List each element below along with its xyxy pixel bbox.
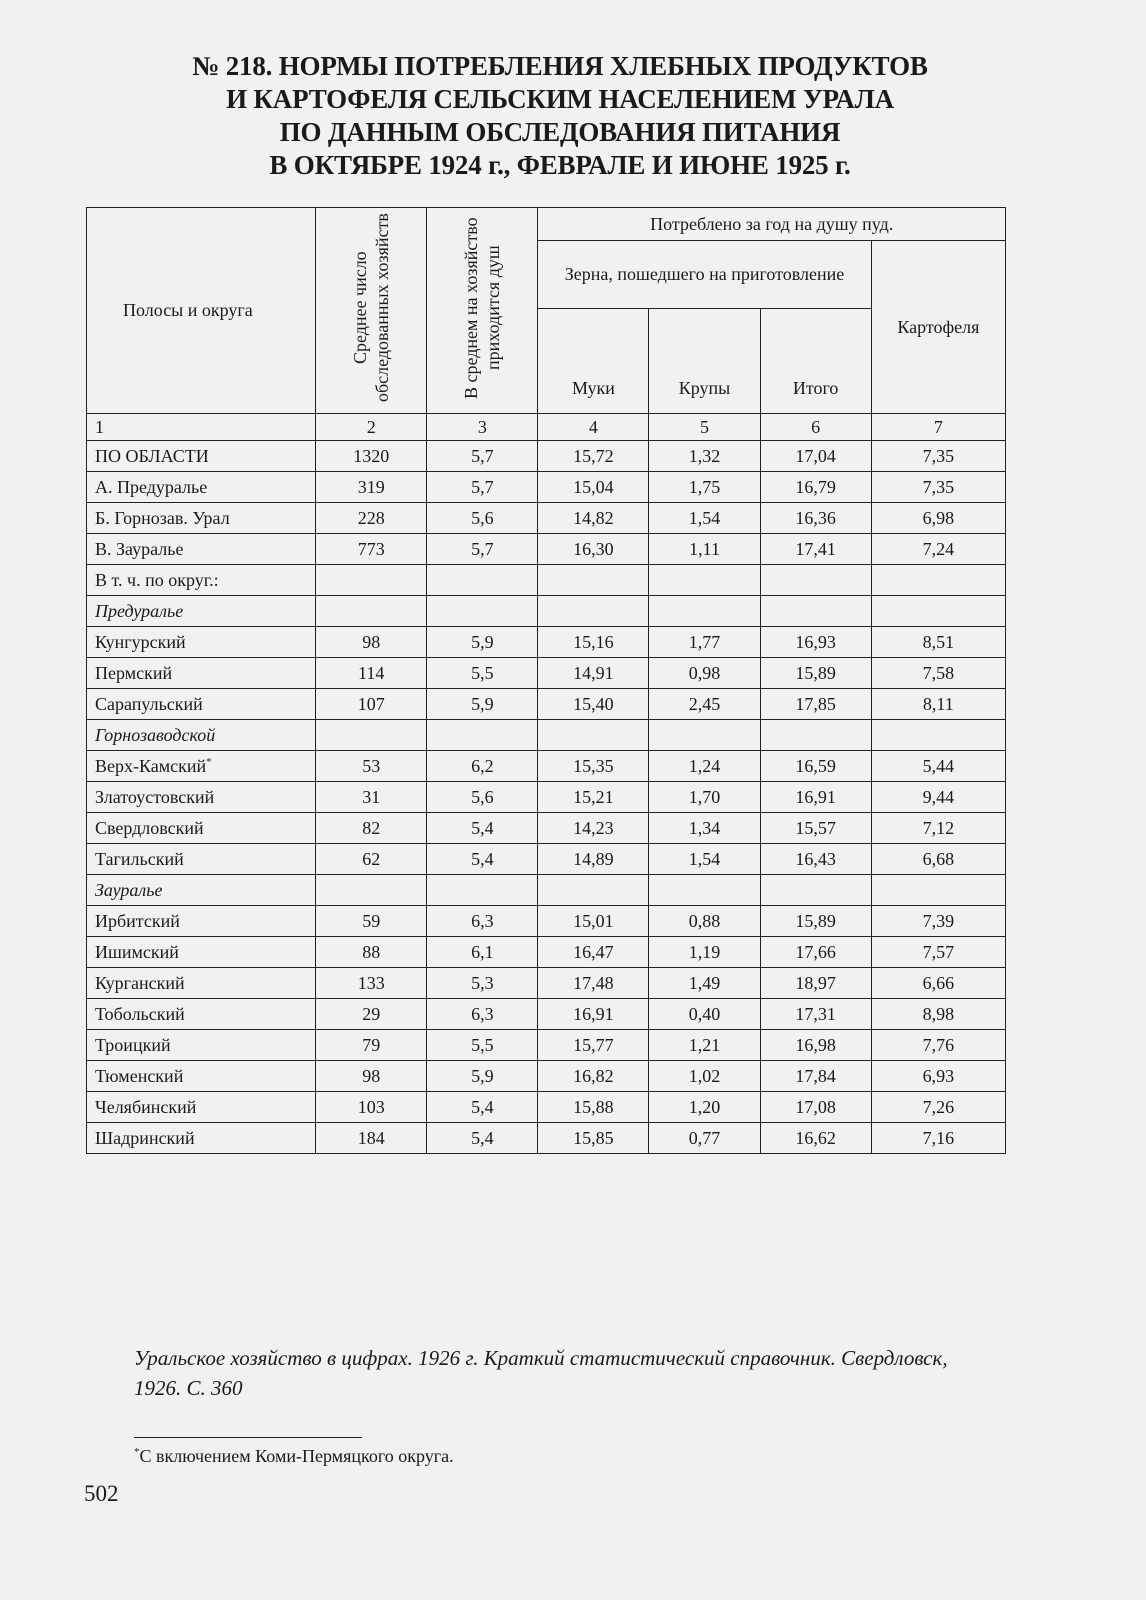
cell-c6: 17,85 [760, 689, 871, 720]
cell-c2 [316, 596, 427, 627]
column-number: 3 [427, 414, 538, 441]
header-consumed: Потреблено за год на душу пуд. [538, 208, 1006, 241]
cell-c2: 79 [316, 1030, 427, 1061]
row-name [87, 441, 316, 472]
row-name [87, 844, 316, 875]
header-total: Итого [760, 309, 871, 414]
cell-c2: 31 [316, 782, 427, 813]
header-grain: Зерна, пошедшего на приготовление [538, 241, 871, 309]
row-name-text: Тюменский [95, 1065, 184, 1086]
row-name [87, 813, 316, 844]
cell-c4: 17,48 [538, 968, 649, 999]
row-name-text: В т. ч. по округ.: [95, 569, 219, 590]
cell-c5: 1,49 [649, 968, 760, 999]
cell-c5: 1,20 [649, 1092, 760, 1123]
row-name-text: Свердловский [95, 817, 204, 838]
cell-c3 [427, 875, 538, 906]
row-name-text: Тобольский [95, 1003, 185, 1024]
cell-c2 [316, 875, 427, 906]
cell-c2 [316, 565, 427, 596]
table-row [87, 937, 1006, 968]
row-name-text: Пермский [95, 662, 173, 683]
row-name-text: В. Зауралье [95, 538, 184, 559]
table-row [87, 658, 1006, 689]
cell-c6: 16,59 [760, 751, 871, 782]
title-line-4: В ОКТЯБРЕ 1924 г., ФЕВРАЛЕ И ИЮНЕ 1925 г. [269, 150, 851, 180]
cell-c2: 53 [316, 751, 427, 782]
cell-c2: 184 [316, 1123, 427, 1154]
row-name [87, 968, 316, 999]
row-name-text: Ишимский [95, 941, 179, 962]
table-row [87, 689, 1006, 720]
header-souls [427, 208, 538, 414]
title-line-2: И КАРТОФЕЛЯ СЕЛЬСКИМ НАСЕЛЕНИЕМ УРАЛА [226, 84, 894, 114]
cell-c3: 6,2 [427, 751, 538, 782]
cell-c4: 14,89 [538, 844, 649, 875]
cell-c5: 1,32 [649, 441, 760, 472]
row-name-text: Зауралье [95, 879, 163, 900]
row-name [87, 751, 316, 782]
cell-c7: 7,12 [871, 813, 1005, 844]
cell-c7: 7,57 [871, 937, 1005, 968]
cell-c5: 1,77 [649, 627, 760, 658]
cell-c2: 107 [316, 689, 427, 720]
cell-c6 [760, 720, 871, 751]
table-row [87, 999, 1006, 1030]
cell-c6: 17,08 [760, 1092, 871, 1123]
column-number: 5 [649, 414, 760, 441]
cell-c2: 114 [316, 658, 427, 689]
cell-c3: 5,5 [427, 1030, 538, 1061]
cell-c6: 17,31 [760, 999, 871, 1030]
cell-c7: 8,51 [871, 627, 1005, 658]
row-name-text: Ирбитский [95, 910, 180, 931]
cell-c7: 7,26 [871, 1092, 1005, 1123]
cell-c3: 5,7 [427, 534, 538, 565]
cell-c3 [427, 565, 538, 596]
row-name [87, 1123, 316, 1154]
cell-c7 [871, 596, 1005, 627]
row-name [87, 534, 316, 565]
cell-c5: 1,02 [649, 1061, 760, 1092]
footnote-divider [134, 1437, 362, 1438]
cell-c3: 6,1 [427, 937, 538, 968]
cell-c5: 2,45 [649, 689, 760, 720]
row-name [87, 1061, 316, 1092]
cell-c7: 7,35 [871, 441, 1005, 472]
row-name-text: Б. Горнозав. Урал [95, 507, 230, 528]
cell-c3 [427, 720, 538, 751]
row-name-text: Сарапульский [95, 693, 203, 714]
cell-c6: 17,84 [760, 1061, 871, 1092]
row-name [87, 1030, 316, 1061]
table-row [87, 844, 1006, 875]
row-name-text: Троицкий [95, 1034, 171, 1055]
cell-c3: 5,4 [427, 844, 538, 875]
cell-c2: 98 [316, 1061, 427, 1092]
cell-c5: 1,19 [649, 937, 760, 968]
column-number: 7 [871, 414, 1005, 441]
cell-c3: 5,4 [427, 1123, 538, 1154]
cell-c3 [427, 596, 538, 627]
row-name [87, 627, 316, 658]
row-name-text: Верх-Камский [95, 755, 207, 776]
cell-c6 [760, 596, 871, 627]
table-row [87, 813, 1006, 844]
row-name-text: Тагильский [95, 848, 184, 869]
header-flour: Муки [538, 309, 649, 414]
cell-c6 [760, 565, 871, 596]
row-name-text: Кунгурский [95, 631, 186, 652]
consumption-table [86, 207, 1006, 1154]
cell-c2: 88 [316, 937, 427, 968]
cell-c4: 14,82 [538, 503, 649, 534]
row-name [87, 503, 316, 534]
cell-c4: 15,72 [538, 441, 649, 472]
cell-c7: 7,24 [871, 534, 1005, 565]
cell-c4: 16,47 [538, 937, 649, 968]
cell-c4 [538, 596, 649, 627]
header-region: Полосы и округа [87, 208, 316, 414]
row-name-text: Шадринский [95, 1127, 195, 1148]
footnote-text: С включением Коми-Пермяцкого округа. [139, 1446, 454, 1466]
cell-c4 [538, 565, 649, 596]
table-row [87, 503, 1006, 534]
cell-c7: 7,58 [871, 658, 1005, 689]
cell-c7: 6,93 [871, 1061, 1005, 1092]
cell-c6: 16,98 [760, 1030, 871, 1061]
cell-c3: 5,6 [427, 782, 538, 813]
cell-c5: 1,75 [649, 472, 760, 503]
row-name-text: Предуралье [95, 600, 184, 621]
cell-c3: 5,3 [427, 968, 538, 999]
cell-c2: 103 [316, 1092, 427, 1123]
row-name [87, 999, 316, 1030]
cell-c5: 1,11 [649, 534, 760, 565]
cell-c7 [871, 875, 1005, 906]
cell-c4: 15,01 [538, 906, 649, 937]
row-name [87, 565, 316, 596]
cell-c7: 7,76 [871, 1030, 1005, 1061]
row-name [87, 720, 316, 751]
cell-c7: 7,39 [871, 906, 1005, 937]
cell-c2: 29 [316, 999, 427, 1030]
row-name [87, 658, 316, 689]
page-number: 502 [84, 1481, 119, 1506]
cell-c7: 9,44 [871, 782, 1005, 813]
table-row [87, 1092, 1006, 1123]
cell-c4 [538, 720, 649, 751]
table-row [87, 441, 1006, 472]
cell-c5 [649, 565, 760, 596]
column-number: 2 [316, 414, 427, 441]
cell-c6: 16,62 [760, 1123, 871, 1154]
cell-c3: 5,5 [427, 658, 538, 689]
row-name [87, 906, 316, 937]
cell-c4: 16,30 [538, 534, 649, 565]
cell-c7: 7,35 [871, 472, 1005, 503]
cell-c5: 0,40 [649, 999, 760, 1030]
cell-c7 [871, 720, 1005, 751]
cell-c4: 14,91 [538, 658, 649, 689]
cell-c6: 17,66 [760, 937, 871, 968]
row-name [87, 472, 316, 503]
table-row [87, 596, 1006, 627]
cell-c3: 6,3 [427, 999, 538, 1030]
column-numbers-row [87, 414, 1006, 441]
footnote-marker: * [134, 1446, 140, 1458]
cell-c5: 0,88 [649, 906, 760, 937]
title-line-1: № 218. НОРМЫ ПОТРЕБЛЕНИЯ ХЛЕБНЫХ ПРОДУКТОВ [192, 51, 928, 81]
cell-c6: 15,89 [760, 658, 871, 689]
source-citation: Уральское хозяйство в цифрах. 1926 г. Краткий статистический справочник. Свердловск, 1926. С. 360 [134, 1346, 948, 1400]
cell-c6: 18,97 [760, 968, 871, 999]
cell-c4: 15,04 [538, 472, 649, 503]
cell-c3: 5,9 [427, 689, 538, 720]
header-groats: Крупы [649, 309, 760, 414]
table-row [87, 968, 1006, 999]
cell-c4: 16,91 [538, 999, 649, 1030]
cell-c7: 6,66 [871, 968, 1005, 999]
cell-c4: 15,77 [538, 1030, 649, 1061]
row-name [87, 1092, 316, 1123]
cell-c6: 17,41 [760, 534, 871, 565]
cell-c4: 16,82 [538, 1061, 649, 1092]
header-households [316, 208, 427, 414]
row-name [87, 689, 316, 720]
cell-c7: 8,98 [871, 999, 1005, 1030]
page-title [80, 50, 1040, 182]
header-souls-label: В среднем на хозяйство приходится душ [461, 217, 504, 399]
table-row [87, 782, 1006, 813]
footnote-marker: * [206, 755, 212, 768]
cell-c2: 98 [316, 627, 427, 658]
cell-c5: 1,54 [649, 844, 760, 875]
cell-c7: 8,11 [871, 689, 1005, 720]
row-name [87, 875, 316, 906]
table-row [87, 720, 1006, 751]
cell-c5: 0,77 [649, 1123, 760, 1154]
cell-c6: 16,91 [760, 782, 871, 813]
row-name-text: Златоустовский [95, 786, 215, 807]
footnote [134, 1446, 454, 1467]
table-row [87, 627, 1006, 658]
cell-c4: 15,16 [538, 627, 649, 658]
cell-c4: 14,23 [538, 813, 649, 844]
cell-c3: 5,6 [427, 503, 538, 534]
table-row [87, 1061, 1006, 1092]
row-name [87, 596, 316, 627]
cell-c2 [316, 720, 427, 751]
cell-c7: 6,68 [871, 844, 1005, 875]
table-row [87, 1030, 1006, 1061]
cell-c2: 773 [316, 534, 427, 565]
cell-c2: 228 [316, 503, 427, 534]
cell-c5 [649, 720, 760, 751]
cell-c2: 82 [316, 813, 427, 844]
table-row [87, 906, 1006, 937]
table-row [87, 534, 1006, 565]
cell-c6: 15,57 [760, 813, 871, 844]
cell-c7: 7,16 [871, 1123, 1005, 1154]
header-households-label: Среднее число обследованных хозяйств [350, 213, 393, 403]
cell-c4: 15,40 [538, 689, 649, 720]
column-number: 1 [87, 414, 316, 441]
row-name-text: Курганский [95, 972, 185, 993]
row-name-text: А. Предуралье [95, 476, 208, 497]
cell-c4: 15,35 [538, 751, 649, 782]
table-row [87, 751, 1006, 782]
row-name [87, 937, 316, 968]
cell-c4: 15,88 [538, 1092, 649, 1123]
header-potato: Картофеля [871, 241, 1005, 414]
cell-c3: 5,4 [427, 813, 538, 844]
cell-c2: 62 [316, 844, 427, 875]
row-name [87, 782, 316, 813]
cell-c7 [871, 565, 1005, 596]
cell-c3: 5,9 [427, 1061, 538, 1092]
cell-c3: 5,9 [427, 627, 538, 658]
cell-c2: 319 [316, 472, 427, 503]
cell-c4 [538, 875, 649, 906]
cell-c5: 1,21 [649, 1030, 760, 1061]
cell-c6: 16,36 [760, 503, 871, 534]
cell-c4: 15,21 [538, 782, 649, 813]
title-line-3: ПО ДАННЫМ ОБСЛЕДОВАНИЯ ПИТАНИЯ [279, 117, 841, 147]
row-name-text: Горнозаводской [95, 724, 216, 745]
cell-c6: 16,93 [760, 627, 871, 658]
cell-c5: 1,54 [649, 503, 760, 534]
column-number: 6 [760, 414, 871, 441]
cell-c2: 1320 [316, 441, 427, 472]
table-row [87, 565, 1006, 596]
cell-c6: 16,79 [760, 472, 871, 503]
table-row [87, 875, 1006, 906]
table-row [87, 472, 1006, 503]
cell-c3: 6,3 [427, 906, 538, 937]
cell-c5: 0,98 [649, 658, 760, 689]
cell-c5: 1,24 [649, 751, 760, 782]
cell-c6: 15,89 [760, 906, 871, 937]
cell-c4: 15,85 [538, 1123, 649, 1154]
cell-c5 [649, 875, 760, 906]
row-name-text: Челябинский [95, 1096, 197, 1117]
cell-c7: 5,44 [871, 751, 1005, 782]
cell-c6 [760, 875, 871, 906]
table-row [87, 1123, 1006, 1154]
cell-c2: 133 [316, 968, 427, 999]
cell-c5: 1,34 [649, 813, 760, 844]
cell-c5: 1,70 [649, 782, 760, 813]
cell-c3: 5,4 [427, 1092, 538, 1123]
cell-c3: 5,7 [427, 472, 538, 503]
row-name-text: ПО ОБЛАСТИ [95, 445, 209, 466]
cell-c7: 6,98 [871, 503, 1005, 534]
cell-c5 [649, 596, 760, 627]
cell-c6: 16,43 [760, 844, 871, 875]
column-number: 4 [538, 414, 649, 441]
cell-c6: 17,04 [760, 441, 871, 472]
cell-c2: 59 [316, 906, 427, 937]
cell-c3: 5,7 [427, 441, 538, 472]
